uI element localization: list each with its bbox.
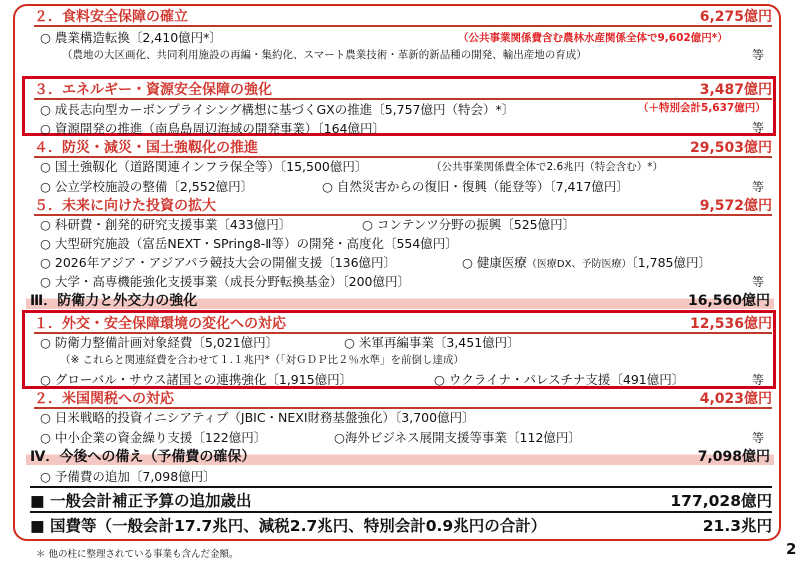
list-item: ○ 予備費の追加〔7,098億円〕	[40, 469, 216, 484]
total-general-account	[30, 489, 772, 511]
section-title: ３．エネルギー・資源安全保障の強化	[34, 82, 272, 98]
section-food-security	[34, 6, 772, 27]
band-amount: 16,560億円	[687, 293, 770, 309]
list-item: ○ 日米戦略的投資イニシアティブ（JBIC・NEXI財務基盤強化）〔3,700億円〕	[40, 410, 475, 425]
total-national-expenditure	[30, 514, 772, 536]
list-item: ○ 成長志向型カーボンプライシング構想に基づくGXの推進〔5,757億円（特会）*〕	[40, 102, 515, 117]
band-amount: 7,098億円	[697, 449, 770, 465]
list-item: ○ 自然災害からの復旧・復興（能登等）〔7,417億円〕	[322, 179, 629, 194]
item-note: （農地の大区画化、共同利用施設の再編・集約化、スマート農業技術・革新的新品種の開発、輸出産地の育成）	[62, 49, 587, 61]
section-amount: 29,503億円	[689, 140, 772, 156]
section-future-investment	[34, 195, 772, 216]
divider	[30, 486, 772, 488]
list-item: ○ 国土強靱化（道路関連インフラ保全等）〔15,500億円〕	[40, 159, 368, 174]
red-note: （＋特別会計5,637億円）	[638, 102, 766, 114]
list-item: ○ 科研費・創発的研究支援事業〔433億円〕	[40, 217, 292, 232]
list-item: ○ グローバル・サウス諸国との連携強化〔1,915億円〕	[40, 372, 353, 387]
band-title: Ⅳ．今後への備え（予備費の確保）	[30, 449, 256, 465]
list-item: ○ 2026年アジア・アジアパラ競技大会の開催支援〔136億円〕	[40, 255, 397, 270]
section-energy	[34, 79, 772, 100]
item-note: （医療DX、予防医療）	[526, 259, 632, 270]
etc-label: 等	[751, 275, 764, 289]
item-note: （公共事業関係費全体で2.6兆円（特会含む）*）	[431, 161, 663, 173]
section-title: ２．食料安全保障の確立	[34, 9, 188, 25]
section-title: ２．米国関税への対応	[34, 391, 174, 407]
section-diplomacy	[34, 313, 772, 334]
section-us-tariffs	[34, 388, 772, 409]
heading-band-reserve	[26, 446, 774, 465]
etc-label: 等	[751, 373, 764, 387]
section-amount: 6,275億円	[699, 9, 772, 25]
section-amount: 9,572億円	[699, 198, 772, 214]
section-amount: 4,023億円	[699, 391, 772, 407]
list-item: ○ 防衛力整備計画対象経費〔5,021億円〕	[40, 335, 279, 350]
section-title: ４．防災・減災・国土強靱化の推進	[34, 140, 258, 156]
list-item: ○ 資源開発の推進（南鳥島周辺海域の開発事業）〔164億円〕	[40, 121, 385, 136]
total-title: ■ 一般会計補正予算の追加歳出	[30, 492, 252, 510]
list-item: ○ ウクライナ・パレスチナ支援〔491億円〕	[434, 372, 685, 387]
list-item: ○ 大学・高専機能強化支援事業（成長分野転換基金）〔200億円〕	[40, 274, 410, 289]
list-item: ○ 公立学校施設の整備〔2,552億円〕	[40, 179, 254, 194]
etc-label: 等	[751, 48, 764, 62]
list-item: ○海外ビジネス展開支援等事業〔112億円〕	[334, 430, 581, 445]
section-title: ５．未来に向けた投資の拡大	[34, 198, 216, 214]
footnote: ＊ 他の柱に整理されている事業も含んだ金額。	[36, 549, 239, 560]
etc-label: 等	[751, 121, 764, 135]
page-number: 2	[786, 540, 797, 558]
list-item	[462, 253, 711, 271]
etc-label: 等	[751, 180, 764, 194]
item-note: （※ これらと関連経費を合わせて１.１兆円*（「対ＧＤＰ比２％水準」を前倒し達成）	[60, 354, 464, 366]
item-amount: 〔1,785億円〕	[631, 255, 711, 270]
divider	[30, 511, 772, 513]
list-item: ○ 農業構造転換〔2,410億円*〕	[40, 30, 222, 45]
heading-band-defense	[26, 290, 774, 309]
list-item: ○ 米軍再編事業〔3,451億円〕	[344, 335, 520, 350]
band-title: Ⅲ．防衛力と外交力の強化	[30, 293, 198, 309]
section-amount: 3,487億円	[699, 82, 772, 98]
total-title: ■ 国費等（一般会計17.7兆円、減税2.7兆円、特別会計0.9兆円の合計）	[30, 517, 547, 535]
total-amount: 21.3兆円	[702, 517, 772, 535]
section-title: １．外交・安全保障環境の変化への対応	[34, 316, 286, 332]
total-amount: 177,028億円	[670, 492, 772, 510]
red-note: （公共事業関係費含む農林水産関係全体で9,602億円*）	[458, 32, 728, 44]
list-item: ○ コンテンツ分野の振興〔525億円〕	[362, 217, 576, 232]
list-item: ○ 大型研究施設（富岳NEXT・SPring8-Ⅱ等）の開発・高度化〔554億円〕	[40, 236, 458, 251]
list-item: ○ 中小企業の資金繰り支援〔122億円〕	[40, 430, 267, 445]
item-label: ○ 健康医療	[462, 255, 527, 270]
section-disaster	[34, 137, 772, 158]
etc-label: 等	[751, 431, 764, 445]
section-amount: 12,536億円	[689, 316, 772, 332]
